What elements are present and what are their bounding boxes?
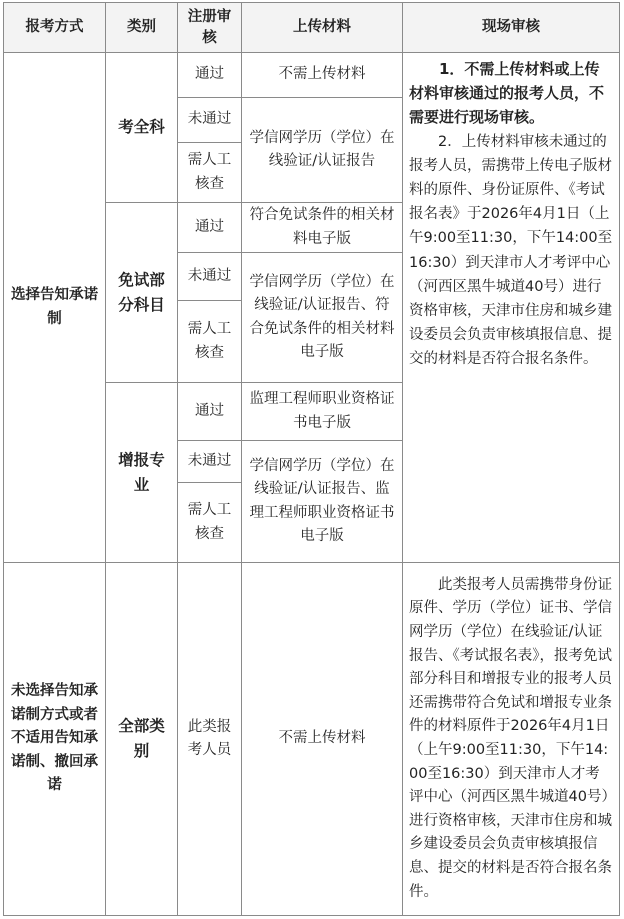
status-cell: 此类报考人员: [178, 563, 242, 916]
status-cell: 未通过: [178, 441, 242, 483]
onsite-review-cell: [403, 563, 620, 916]
category-cell: 全部类别: [106, 563, 178, 916]
category-cell: 考全科: [106, 53, 178, 203]
onsite-review-cell: [403, 53, 620, 563]
material-cell: 监理工程师职业资格证书电子版: [242, 383, 403, 441]
review-paragraph: 此类报考人员需携带身份证原件、学历（学位）证书、学信网学历（学位）在线验证/认证报告、《考试报名表》，报考免试部分科目和增报专业的报考人员还需携带符合免试和增报专业条件的材料原件于2026年4月1日（上午9:00至11:30，下午14:00至16:30）到天津市人才考评中心（河西区黑牛城道40号）进行资格审核，天津市住房和城乡建设委员会负责审核填报信息、提交的材料是否符合报名条件。: [409, 576, 612, 900]
material-cell: 不需上传材料: [242, 53, 403, 98]
status-cell: 未通过: [178, 98, 242, 143]
category-cell: 免试部分科目: [106, 203, 178, 383]
status-cell: 通过: [178, 383, 242, 441]
header-method: 报考方式: [4, 3, 106, 53]
table-row: [4, 563, 620, 916]
status-cell: 通过: [178, 203, 242, 253]
category-cell: 增报专业: [106, 383, 178, 563]
material-cell: 符合免试条件的相关材料电子版: [242, 203, 403, 253]
status-cell: 需人工核查: [178, 483, 242, 563]
status-cell: 通过: [178, 53, 242, 98]
header-category: 类别: [106, 3, 178, 53]
header-onsite-review: 现场审核: [403, 3, 620, 53]
method-cell-commitment: 选择告知承诺制: [4, 53, 106, 563]
material-cell: 学信网学历（学位）在线验证/认证报告、符合免试条件的相关材料电子版: [242, 253, 403, 383]
table-row: [4, 53, 620, 98]
review-paragraph: 2．上传材料审核未通过的报考人员，需携带上传电子版材料的原件、身份证原件、《考试报名表》于2026年4月1日（上午9:00至11:30，下午14:00至16:30）到天津市人才考评中心（河西区黑牛城道40号）进行资格审核，天津市住房和城乡建设委员会负责审核填报信息、提交的材料是否符合报名条件。: [409, 133, 613, 368]
header-registration-review: 注册审核: [178, 3, 242, 53]
material-cell: 学信网学历（学位）在线验证/认证报告: [242, 98, 403, 203]
header-row: [4, 3, 620, 53]
header-upload-materials: 上传材料: [242, 3, 403, 53]
material-cell: 学信网学历（学位）在线验证/认证报告、监理工程师职业资格证书电子版: [242, 441, 403, 563]
exam-review-table: [3, 2, 620, 916]
table-wrapper: [3, 2, 620, 916]
method-cell-no-commitment: 未选择告知承诺制方式或者不适用告知承诺制、撤回承诺: [4, 563, 106, 916]
material-cell: 不需上传材料: [242, 563, 403, 916]
status-cell: 需人工核查: [178, 301, 242, 383]
review-paragraph: 1．不需上传材料或上传材料审核通过的报考人员，不需要进行现场审核。: [409, 60, 605, 127]
status-cell: 未通过: [178, 253, 242, 301]
status-cell: 需人工核查: [178, 143, 242, 203]
